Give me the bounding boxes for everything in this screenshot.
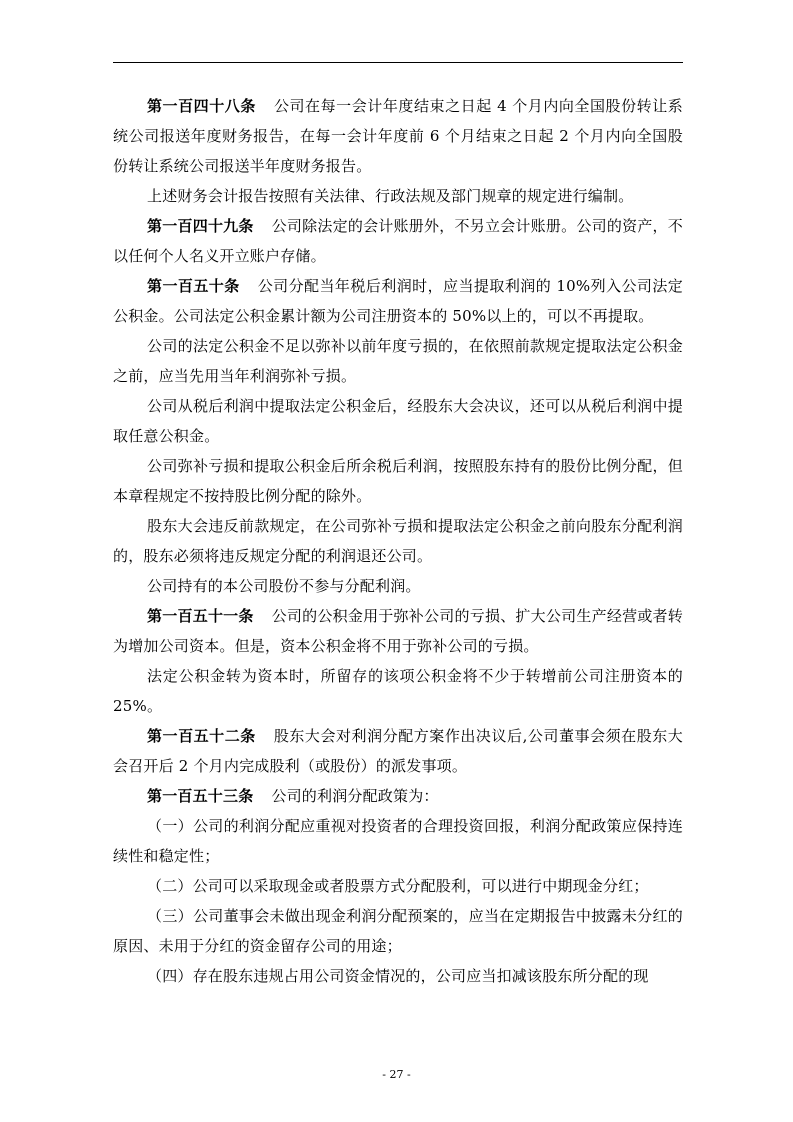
- paragraph-text: （四）存在股东违规占用公司资金情况的，公司应当扣减该股东所分配的现: [147, 967, 649, 985]
- paragraph: [113, 811, 683, 871]
- paragraph: [113, 781, 683, 811]
- paragraph-text: 公司从税后利润中提取法定公积金后，经股东大会决议，还可以从税后利润中提取任意公积金。: [113, 397, 683, 445]
- paragraph: [113, 511, 683, 571]
- paragraph: [113, 181, 683, 211]
- paragraph-text: 公司弥补亏损和提取公积金后所余税后利润，按照股东持有的股份比例分配，但本章程规定不按持股比例分配的除外。: [113, 457, 683, 505]
- paragraph: [113, 331, 683, 391]
- paragraph-text: 公司除法定的会计账册外，不另立会计账册。公司的资产，不以任何个人名义开立账户存储。: [113, 217, 683, 265]
- article-number: 第一百四十八条: [147, 97, 256, 115]
- paragraph: [113, 601, 683, 661]
- paragraph-text: （三）公司董事会未做出现金利润分配预案的，应当在定期报告中披露未分红的原因、未用于分红的资金留存公司的用途；: [113, 907, 683, 955]
- paragraph: [113, 391, 683, 451]
- article-number: 第一百五十一条: [147, 607, 254, 625]
- paragraph-text: （一）公司的利润分配应重视对投资者的合理投资回报，利润分配政策应保持连续性和稳定性；: [113, 817, 683, 865]
- paragraph: [113, 961, 683, 991]
- paragraph: [113, 211, 683, 271]
- paragraph-text: （二）公司可以采取现金或者股票方式分配股利，可以进行中期现金分红；: [147, 877, 649, 895]
- header-rule: [113, 62, 683, 63]
- paragraph-text: 公司在每一会计年度结束之日起 4 个月内向全国股份转让系统公司报送年度财务报告，在每一会计年度前 6 个月结束之日起 2 个月内向全国股份转让系统公司报送半年度财务报告。: [113, 97, 684, 175]
- page-number: - 27 -: [382, 1068, 411, 1081]
- paragraph: [113, 271, 683, 331]
- paragraph-text: 公司的利润分配政策为：: [271, 787, 439, 805]
- paragraph-text: 股东大会对利润分配方案作出决议后,公司董事会须在股东大会召开后 2 个月内完成股利（或股份）的派发事项。: [113, 727, 683, 775]
- paragraph-text: 法定公积金转为资本时，所留存的该项公积金将不少于转增前公司注册资本的 25%。: [113, 667, 683, 715]
- paragraph-text: 上述财务会计报告按照有关法律、行政法规及部门规章的规定进行编制。: [147, 187, 634, 205]
- paragraph-text: 股东大会违反前款规定，在公司弥补亏损和提取法定公积金之前向股东分配利润的，股东必须将违反规定分配的利润退还公司。: [113, 517, 683, 565]
- paragraph: [113, 451, 683, 511]
- paragraph-text: 公司分配当年税后利润时，应当提取利润的 10%列入公司法定公积金。公司法定公积金累计额为公司注册资本的 50%以上的，可以不再提取。: [113, 277, 683, 325]
- paragraph: [113, 721, 683, 781]
- article-number: 第一百四十九条: [147, 217, 254, 235]
- paragraph: [113, 871, 683, 901]
- paragraph: [113, 661, 683, 721]
- article-number: 第一百五十二条: [147, 727, 256, 745]
- paragraph: [113, 91, 683, 181]
- document-body: [113, 91, 683, 991]
- article-number: 第一百五十三条: [147, 787, 254, 805]
- paragraph: [113, 901, 683, 961]
- paragraph-text: 公司的公积金用于弥补公司的亏损、扩大公司生产经营或者转为增加公司资本。但是，资本公积金将不用于弥补公司的亏损。: [113, 607, 683, 655]
- article-number: 第一百五十条: [147, 277, 240, 295]
- paragraph-text: 公司持有的本公司股份不参与分配利润。: [147, 577, 421, 595]
- paragraph-text: 公司的法定公积金不足以弥补以前年度亏损的，在依照前款规定提取法定公积金之前，应当先用当年利润弥补亏损。: [113, 337, 683, 385]
- paragraph: [113, 571, 683, 601]
